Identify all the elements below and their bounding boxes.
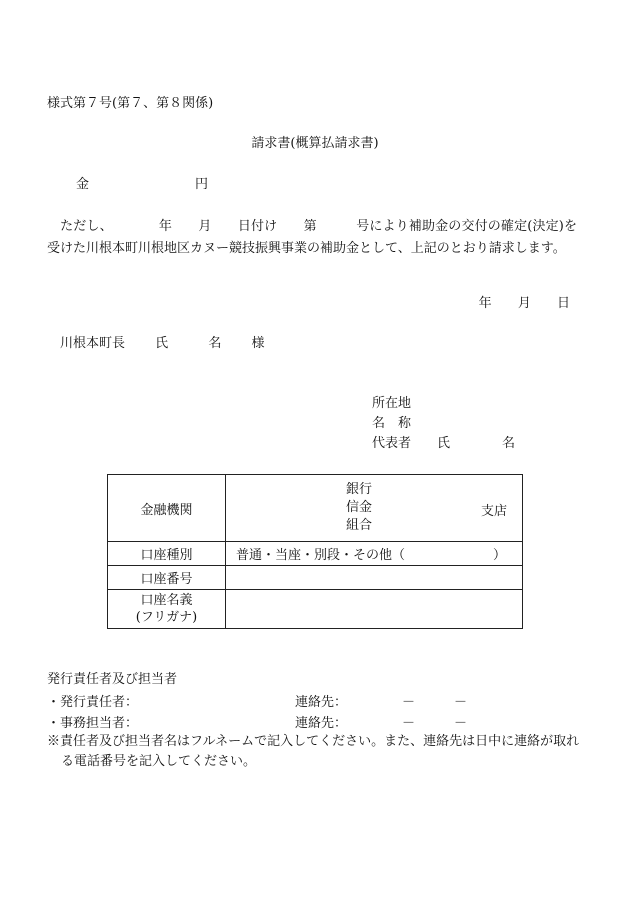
account-type-label: 口座種別 — [108, 542, 226, 566]
sender-name-label: 名 称 — [372, 416, 412, 431]
branch-label: 支店 — [481, 504, 508, 519]
table-row — [108, 566, 523, 590]
date-day: 日 — [556, 296, 570, 311]
sender-location-label: 所在地 — [372, 396, 412, 411]
staff-dash-2: － — [454, 716, 468, 731]
account-holder-kana-label: (フリガナ) — [135, 610, 198, 625]
addressee-mei: 名 — [208, 336, 222, 351]
institution-field[interactable] — [226, 475, 523, 542]
amount-unit: 円 — [195, 177, 209, 192]
footer-note: ※責任者及び担当者名はフルネームで記入してください。また、連絡先は日中に連絡が取れる電話番号を記入してください。 — [47, 734, 580, 769]
issuer-label: ・発行責任者： — [47, 695, 139, 710]
addressee-shi: 氏 — [155, 336, 169, 351]
staff-dash-1: － — [402, 716, 416, 731]
staff-contact-label: 連絡先： — [295, 716, 348, 731]
issuer-dash-1: － — [402, 695, 416, 710]
table-row — [108, 475, 523, 542]
staff-label: ・事務担当者： — [47, 716, 139, 731]
issuer-dash-2: － — [454, 695, 468, 710]
issuer-contact-label: 連絡先： — [295, 695, 348, 710]
institution-label: 金融機関 — [108, 475, 226, 542]
account-type-close: ） — [493, 548, 507, 563]
amount-prefix: 金 — [76, 177, 90, 192]
date-year: 年 — [478, 296, 492, 311]
addressee — [60, 336, 264, 352]
account-type-field[interactable] — [226, 542, 523, 566]
account-holder-field[interactable] — [226, 590, 523, 629]
date-line — [457, 296, 570, 312]
staff-contact-row — [47, 712, 547, 730]
institution-type-bank: 銀行 — [346, 482, 373, 497]
account-number-field[interactable] — [226, 566, 523, 590]
document-title: 請求書(概算払請求書) — [251, 136, 379, 151]
form-number: 様式第７号(第７、第８関係) — [47, 96, 214, 111]
institution-type-kumiai: 組合 — [346, 518, 373, 533]
institution-type-shinkin: 信金 — [346, 500, 373, 515]
addressee-title: 川根本町長 — [60, 336, 126, 351]
table-row — [108, 590, 523, 629]
table-row — [108, 542, 523, 566]
body-paragraph: ただし、 年 月 日付け 第 号により補助金の交付の確定(決定)を受けた川根本町川根地区カヌー競技振興事業の補助金として、上記のとおり請求します。 — [47, 219, 577, 256]
institution-type-list — [346, 481, 372, 535]
addressee-sama: 様 — [251, 336, 265, 351]
footer-heading: 発行責任者及び担当者 — [47, 672, 178, 687]
sender-representative-label: 代表者 氏 名 — [372, 436, 516, 451]
bank-account-table — [107, 474, 523, 629]
account-number-label: 口座番号 — [108, 566, 226, 590]
issuer-contact-row — [47, 691, 547, 709]
date-month: 月 — [517, 296, 531, 311]
account-holder-label-cell — [108, 590, 226, 629]
account-holder-label: 口座名義 — [140, 593, 193, 608]
account-type-options: 普通・当座・別段・その他（ — [236, 548, 406, 563]
